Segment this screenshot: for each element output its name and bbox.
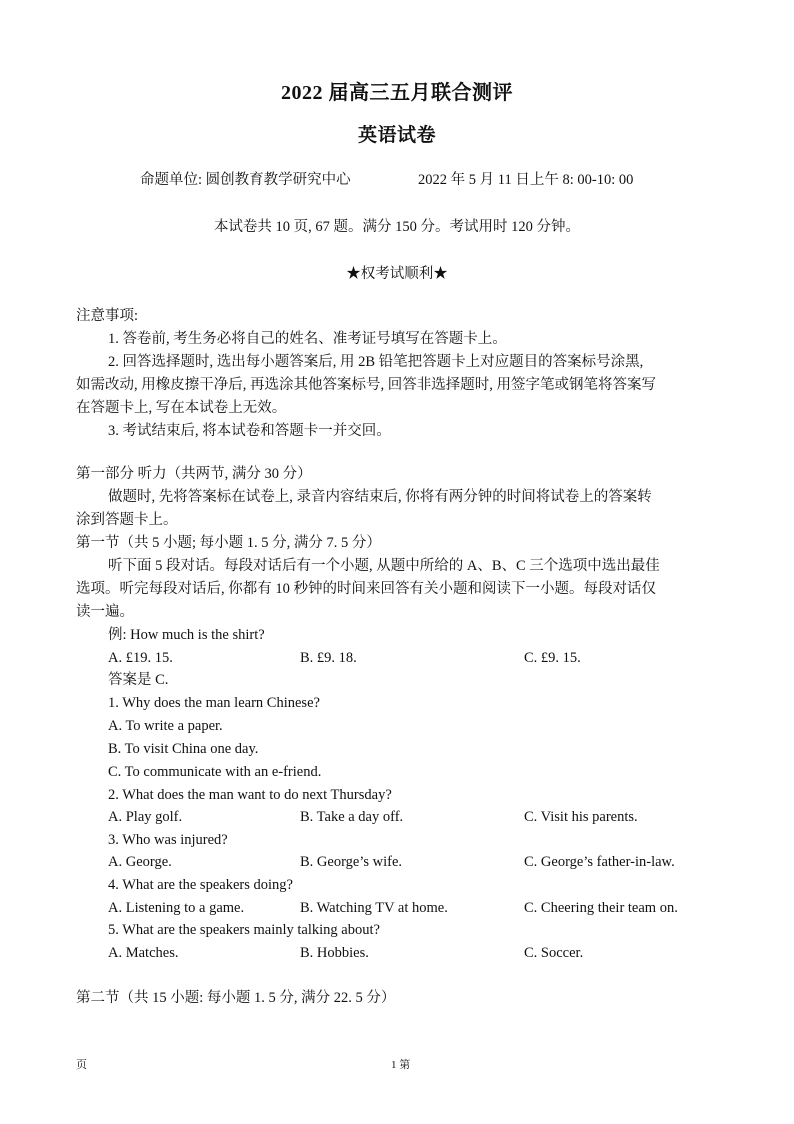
question-4-option-b: B. Watching TV at home. bbox=[300, 900, 448, 916]
exam-org: 命题单位: 圆创教育教学研究中心 bbox=[140, 172, 351, 188]
exam-datetime: 2022 年 5 月 11 日上午 8: 00-10: 00 bbox=[418, 172, 634, 188]
question-2: 2. What does the man want to do next Thursday? bbox=[108, 787, 392, 803]
note-item-1: 1. 答卷前, 考生务必将自己的姓名、准考证号填写在答题卡上。 bbox=[108, 331, 507, 347]
section2-heading: 第二节（共 15 小题: 每小题 1. 5 分, 满分 22. 5 分） bbox=[76, 990, 396, 1006]
note-item-2-line-2: 如需改动, 用橡皮擦干净后, 再选涂其他答案标号, 回答非选择题时, 用签字笔或钢笔将答案写 bbox=[76, 377, 656, 393]
footer-page-label: 页 bbox=[76, 1059, 87, 1071]
question-5-option-a: A. Matches. bbox=[108, 945, 179, 961]
question-4-option-c: C. Cheering their team on. bbox=[524, 900, 678, 916]
example-option-c: C. £9. 15. bbox=[524, 650, 581, 666]
question-3: 3. Who was injured? bbox=[108, 832, 228, 848]
question-3-option-c: C. George’s father-in-law. bbox=[524, 854, 675, 870]
footer-page-number: 1 第 bbox=[391, 1059, 411, 1071]
question-2-option-a: A. Play golf. bbox=[108, 809, 183, 825]
example-answer: 答案是 C. bbox=[108, 672, 169, 688]
question-1-option-c: C. To communicate with an e-friend. bbox=[108, 764, 322, 780]
section1-intro-line-3: 读一遍。 bbox=[76, 604, 134, 620]
question-2-option-b: B. Take a day off. bbox=[300, 809, 404, 825]
note-item-3: 3. 考试结束后, 将本试卷和答题卡一并交回。 bbox=[108, 423, 391, 439]
exam-summary: 本试卷共 10 页, 67 题。满分 150 分。考试用时 120 分钟。 bbox=[213, 219, 581, 235]
exam-wish: ★权考试顺利★ bbox=[346, 266, 448, 282]
example-option-b: B. £9. 18. bbox=[300, 650, 357, 666]
note-item-2-line-1: 2. 回答选择题时, 选出每小题答案后, 用 2B 铅笔把答题卡上对应题目的答案标号涂黑, bbox=[108, 354, 644, 370]
part1-intro-line-2: 涂到答题卡上。 bbox=[76, 512, 178, 528]
section1-intro-line-2: 选项。听完每段对话后, 你都有 10 秒钟的时间来回答有关小题和阅读下一小题。每段对话仅 bbox=[76, 581, 656, 597]
question-3-option-b: B. George’s wife. bbox=[300, 854, 403, 870]
question-1: 1. Why does the man learn Chinese? bbox=[108, 695, 320, 711]
example-question: 例: How much is the shirt? bbox=[108, 627, 265, 643]
question-4-option-a: A. Listening to a game. bbox=[108, 900, 245, 916]
note-item-2-line-3: 在答题卡上, 写在本试卷上无效。 bbox=[76, 400, 287, 416]
question-4: 4. What are the speakers doing? bbox=[108, 877, 293, 893]
question-5-option-b: B. Hobbies. bbox=[300, 945, 369, 961]
question-1-option-a: A. To write a paper. bbox=[108, 718, 223, 734]
question-1-option-b: B. To visit China one day. bbox=[108, 741, 259, 757]
question-3-option-a: A. George. bbox=[108, 854, 172, 870]
question-5-option-c: C. Soccer. bbox=[524, 945, 584, 961]
example-option-a: A. £19. 15. bbox=[108, 650, 173, 666]
section1-intro-line-1: 听下面 5 段对话。每段对话后有一个小题, 从题中所给的 A、B、C 三个选项中选出最佳 bbox=[108, 558, 660, 574]
part1-heading: 第一部分 听力（共两节, 满分 30 分） bbox=[76, 466, 312, 482]
question-2-option-c: C. Visit his parents. bbox=[524, 809, 638, 825]
exam-subject: 英语试卷 bbox=[357, 125, 436, 146]
exam-title: 2022 届高三五月联合测评 bbox=[281, 82, 513, 104]
question-5: 5. What are the speakers mainly talking about? bbox=[108, 922, 380, 938]
part1-intro-line-1: 做题时, 先将答案标在试卷上, 录音内容结束后, 你将有两分钟的时间将试卷上的答案转 bbox=[108, 489, 652, 505]
section1-heading: 第一节（共 5 小题; 每小题 1. 5 分, 满分 7. 5 分） bbox=[76, 535, 381, 551]
notes-heading: 注意事项: bbox=[76, 308, 139, 324]
